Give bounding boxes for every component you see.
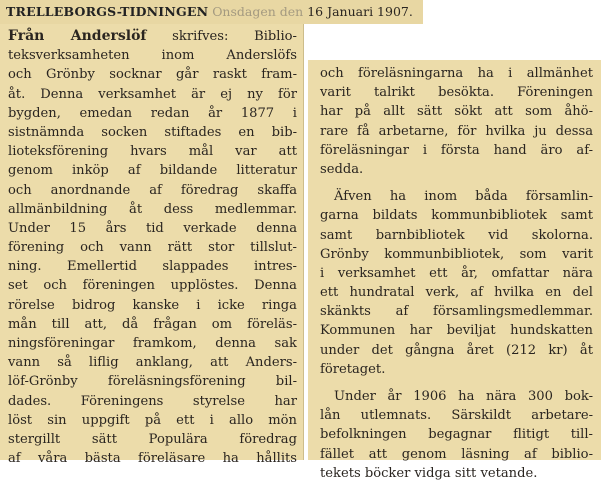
article-line: sistnämnda socken stiftades en bib- [8,124,297,140]
article-line: föreläsningar i första hand äro af- [320,142,593,158]
article-line: ning. Emellertid slappades intres- [8,259,297,275]
article-line: löst sin uppgift på ett i allo mön [8,412,297,428]
article-line: sedda. [320,161,364,177]
article-line: garna bildats kommunbibliotek samt [320,208,593,224]
article-line: rörelse bidrog kanske i icke ringa [8,297,297,313]
article-line: och anordnande af föredrag skaffa [8,182,297,198]
article-line: företaget. [320,361,386,377]
article-line: varit talrikt besökta. Föreningen [320,85,593,101]
article-line: Under år 1906 ha nära 300 bok- [334,389,593,404]
article-line: ett hundratal verk, af hvilka en del [320,285,593,301]
article-line: löf-Grönby föreläsningsförening bil- [8,374,297,390]
article-line: har på allt sätt sökt att som åhö- [320,104,593,120]
article-first-line [8,27,297,46]
article-line: tekets böcker vidga sitt vetande. [320,465,538,481]
article-line: dades. Föreningens styrelse har [8,393,297,409]
article-line: lioteksförening hvars mål var att [8,144,297,160]
article-line: genom inköp af bildande litteratur [8,163,297,179]
edition-day: Onsdagen den [212,4,304,19]
article-line: förening och vann rätt stor tillslut- [8,240,297,256]
article-line: i verksamhet ett år, omfattar nära [320,265,593,281]
article-line: bygden, emedan redan år 1877 i [8,105,297,121]
newspaper-name: TRELLEBORGS-TIDNINGEN [6,4,209,19]
article-line: Grönby kommunbibliotek, som varit [320,246,593,262]
article-line: Kommunen har beviljat hundskatten [320,323,593,339]
article-line: samt barnbibliotek vid skolorna. [320,227,593,243]
article-line: skänkts af församlingsmedlemmar. [320,304,593,320]
article-line: under det gångna året (212 kr) åt [320,342,593,358]
article-line: och föreläsningarna ha i allmänhet [320,66,593,81]
article-line: fället att genom läsning af biblio- [320,446,593,462]
article-line: af våra bästa föreläsare ha hållits [8,451,297,467]
article-line: set och föreningen upplöstes. Denna [8,278,297,294]
paragraph-gap [320,179,593,187]
article-line: allmänbildning åt dess medlemmar. [8,201,297,217]
article-line: teksverksamheten inom Anderslöfs [8,48,297,64]
article-lead: Från Anderslöf [8,28,147,44]
article-line: Äfven ha inom båda församlin- [334,189,593,205]
article-line: åt. Denna verksamhet är ej ny för [8,86,297,102]
article-line: rare få arbetarne, för hvilka ju dessa [320,123,593,139]
article-line: Under 15 års tid verkade denna [8,220,297,236]
article-line: och Grönby socknar går raskt fram- [8,67,297,83]
article-line: stergillt sätt Populära föredrag [8,431,297,447]
article-line: lån utlemnats. Särskildt arbetare- [320,408,593,424]
article-line: befolkningen begagnar flitigt till- [320,427,593,443]
issue-date: 16 Januari 1907. [307,4,413,19]
article-column-right [308,60,601,481]
article-column-left [0,24,304,467]
paragraph-gap [320,379,593,387]
article-line: ningsföreningar framkom, denna sak [8,336,297,351]
article-first-line-rest: skrifves: Biblio- [146,29,297,44]
article-line: mån till att, då frågan om föreläs- [8,316,297,332]
newspaper-header [0,0,423,24]
article-line: vann så liflig anklang, att Anders- [8,355,297,371]
